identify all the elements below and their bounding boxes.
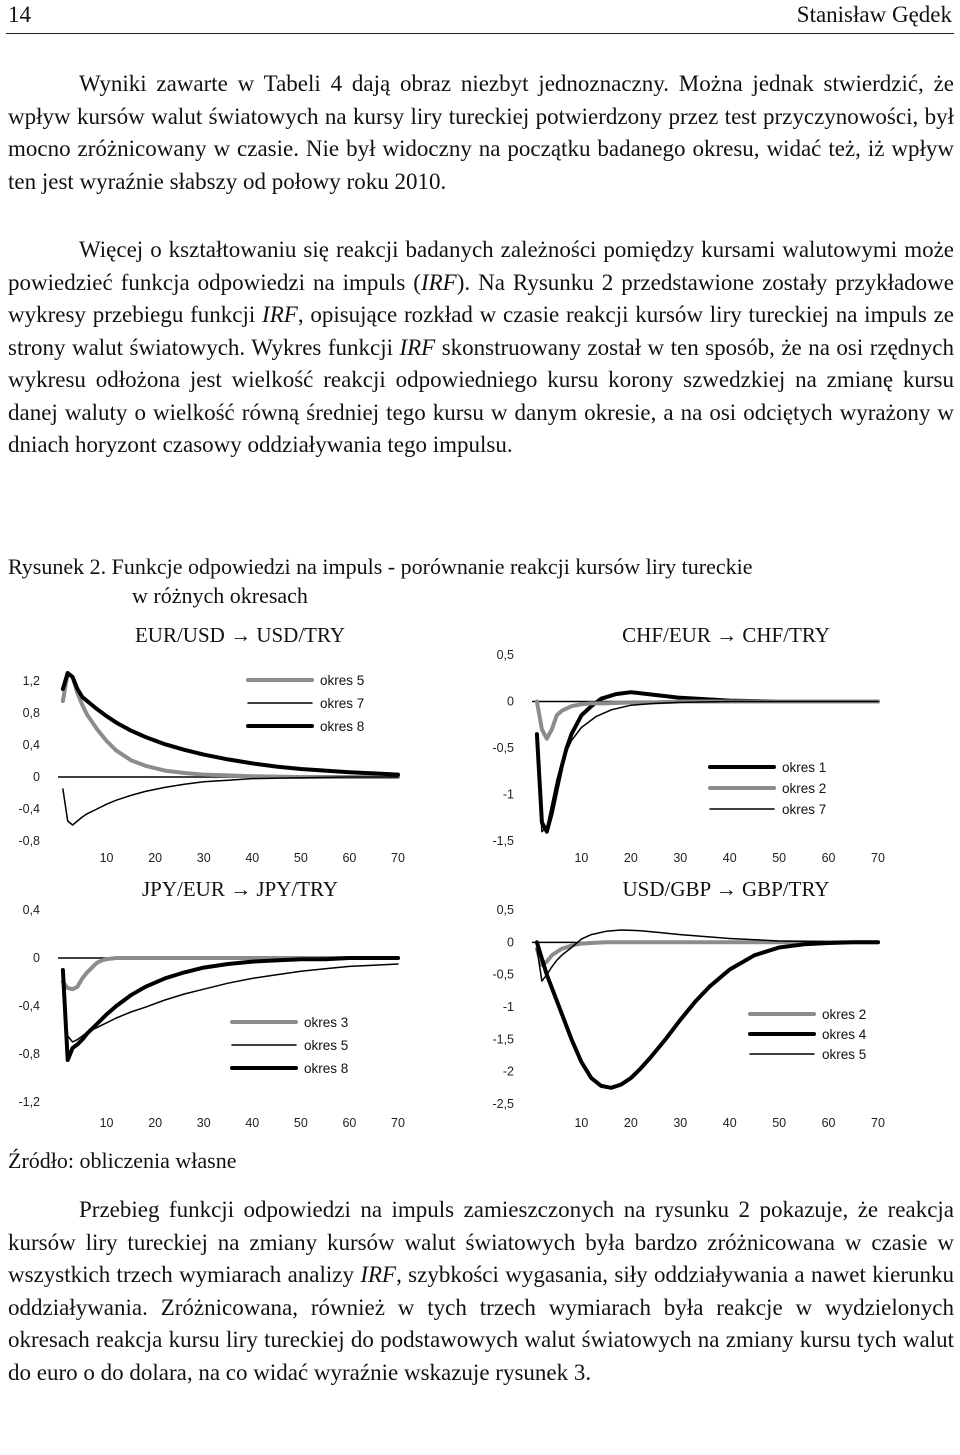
y-tick-label: -1	[502, 1000, 514, 1014]
x-tick-label: 30	[673, 1116, 688, 1130]
x-tick-label: 50	[772, 1116, 787, 1130]
chart-title	[142, 877, 338, 901]
y-tick-label: 0,5	[496, 648, 514, 662]
paragraph-text: ). Na Rysunku 2 przedstawione zostały przykładowe wykresy przebiegu funkcji	[8, 269, 954, 327]
x-tick-label: 30	[673, 851, 688, 865]
paragraph-text: Przebieg funkcji odpowiedzi na impuls zamieszczonych na rysunku 2 pokazuje, że reakcja kursów liry tureckiej na zmiany kursów walut światowych była bardzo zróżnicowana w czasie w wszystkich trzech wymiarach analizy	[8, 1197, 954, 1287]
legend-label: okres 1	[782, 760, 827, 775]
chart-title	[623, 877, 830, 901]
legend-label: okres 3	[304, 1015, 349, 1030]
y-tick-label: 0	[33, 770, 40, 784]
chart-usdgbp-gbptry	[480, 872, 960, 1140]
legend-label: okres 5	[320, 673, 365, 688]
chart-title-target: GBP/TRY	[736, 877, 830, 901]
legend-label: okres 7	[320, 696, 365, 711]
x-tick-label: 60	[821, 1116, 836, 1130]
legend-label: okres 2	[782, 781, 827, 796]
legend-label: okres 8	[320, 719, 365, 734]
paragraph-irf-description	[8, 234, 954, 462]
header-rule	[6, 33, 954, 34]
arrow-icon: →	[716, 623, 738, 647]
y-tick-label: 0,4	[22, 738, 40, 752]
y-tick-label: -0,4	[18, 999, 40, 1013]
series-line-okres-5	[537, 930, 878, 981]
legend-label: okres 4	[822, 1027, 867, 1042]
caption-line-1: Rysunek 2. Funkcje odpowiedzi na impuls - porównanie reakcji kursów liry tureckie	[8, 554, 753, 579]
chart-title	[622, 623, 830, 647]
x-tick-label: 20	[148, 1116, 163, 1130]
y-tick-label: 0	[507, 935, 514, 950]
y-tick-label: 1,2	[22, 674, 40, 688]
arrow-icon: →	[715, 877, 737, 901]
x-tick-label: 50	[772, 851, 787, 865]
caption-line-2: w różnych okresach	[132, 583, 308, 608]
y-tick-label: -1,5	[492, 1032, 514, 1047]
chart-title-source: USD/GBP	[622, 877, 716, 901]
x-tick-label: 10	[99, 1116, 114, 1130]
x-tick-label: 20	[148, 851, 163, 865]
legend-label: okres 5	[304, 1038, 349, 1053]
paragraph-text: , szybkości wygasania, siły oddziaływania a nawet kierunku oddziaływania. Zróżnicowana, również w tych trzech wymiarach była reakcje w wydzielonych okresach reakcja kursu liry tureckiej do podstawowych walut światowych na zmiany kursu tych walut do euro o do dolara, na co widać wyraźnie wskazuje rysunek 3.	[8, 1262, 954, 1385]
chart-eurusd-usdtry	[0, 615, 480, 875]
arrow-icon: →	[230, 623, 252, 647]
page-header	[0, 0, 960, 30]
x-tick-label: 40	[722, 851, 737, 865]
x-tick-label: 10	[99, 851, 114, 865]
chart-title-source: EUR/USD	[134, 623, 231, 647]
chart-title-target: USD/TRY	[251, 623, 346, 647]
page-number: 14	[8, 2, 31, 27]
x-tick-label: 50	[293, 851, 308, 865]
x-tick-label: 60	[342, 851, 357, 865]
paragraph-text: Więcej o kształtowaniu się reakcji badanych zależności pomiędzy kursami walutowymi może powiedzieć funkcja odpowiedzi na impuls (	[8, 237, 954, 295]
x-tick-label: 20	[623, 1116, 638, 1130]
x-tick-label: 70	[871, 851, 885, 865]
chart-title-target: JPY/TRY	[251, 877, 339, 901]
x-tick-label: 70	[871, 1116, 885, 1130]
y-tick-label: -0,5	[492, 967, 514, 982]
y-tick-label: 0	[507, 694, 514, 709]
x-tick-label: 70	[391, 851, 405, 865]
paragraph-conclusion	[8, 1194, 954, 1389]
paragraph-text: , opisujące rozkład w czasie reakcji kursów liry tureckiej na impuls ze strony walut światowych. Wykres funkcji	[8, 302, 954, 360]
irf-term: IRF	[262, 302, 298, 327]
series-line-okres-2	[537, 942, 878, 965]
y-tick-label: -0,8	[18, 834, 40, 848]
y-tick-label: 0,8	[22, 706, 40, 720]
irf-term: IRF	[420, 269, 457, 295]
y-tick-label: -1	[502, 787, 514, 802]
arrow-icon: →	[230, 877, 252, 901]
y-tick-label: 0,4	[22, 903, 40, 917]
chart-title-source: CHF/EUR	[622, 623, 717, 647]
x-tick-label: 20	[623, 851, 638, 865]
x-tick-label: 10	[574, 1116, 589, 1130]
running-author: Stanisław Gędek	[796, 2, 952, 27]
figure-caption	[8, 552, 954, 610]
x-tick-label: 30	[196, 851, 211, 865]
legend-label: okres 2	[822, 1007, 867, 1022]
x-tick-label: 30	[196, 1116, 211, 1130]
y-tick-label: -2	[502, 1064, 514, 1079]
x-tick-label: 40	[245, 851, 260, 865]
x-tick-label: 60	[342, 1116, 357, 1130]
chart-jpyeur-jpytry	[0, 872, 480, 1140]
paragraph-results	[8, 68, 954, 198]
x-tick-label: 10	[574, 851, 589, 865]
series-line-okres-7	[63, 777, 398, 825]
y-tick-label: -0,4	[18, 802, 40, 816]
chart-title-source: JPY/EUR	[141, 877, 231, 901]
legend-label: okres 5	[822, 1047, 867, 1062]
x-tick-label: 50	[293, 1116, 308, 1130]
figure-source: Źródło: obliczenia własne	[8, 1148, 237, 1173]
y-tick-label: -1,5	[492, 834, 514, 848]
y-tick-label: -1,2	[18, 1095, 40, 1109]
y-tick-label: 0,5	[496, 903, 514, 917]
y-tick-label: 0	[33, 951, 40, 965]
legend-label: okres 7	[782, 802, 827, 817]
legend-label: okres 8	[304, 1061, 349, 1076]
chart-title	[135, 623, 345, 647]
x-tick-label: 40	[722, 1116, 737, 1130]
irf-term: IRF	[360, 1262, 397, 1287]
paragraph-text: Wyniki zawarte w Tabeli 4 dają obraz niezbyt jednoznaczny. Można jednak stwierdzić, że wpływ kursów walut światowych na kursy liry tureckiej potwierdzony przez test przyczynowości, był mocno zróżnicowany w czasie. Nie był widoczny na początku badanego okresu, widać też, iż wpływ ten jest wyraźnie słabszy od połowy roku 2010.	[8, 71, 954, 194]
y-tick-label: -0,5	[492, 741, 514, 755]
irf-term: IRF	[399, 334, 436, 360]
x-tick-label: 60	[821, 851, 836, 865]
chart-chfeur-chftry	[480, 615, 960, 875]
paragraph-text: skonstruowany został w ten sposób, że na osi rzędnych wykresu odłożona jest wielkość reakcji odpowiedniego kursu korony szwedzkiej na zmianę kursu danej waluty o wielkość równą średniej tego kursu w danym okresie, a na osi odciętych wyrażony w dniach horyzont czasowy oddziaływania tego impulsu.	[8, 334, 954, 457]
chart-title-target: CHF/TRY	[737, 623, 830, 647]
x-tick-label: 70	[391, 1116, 405, 1130]
y-tick-label: -0,8	[18, 1047, 40, 1061]
x-tick-label: 40	[245, 1116, 260, 1130]
y-tick-label: -2,5	[492, 1097, 514, 1111]
